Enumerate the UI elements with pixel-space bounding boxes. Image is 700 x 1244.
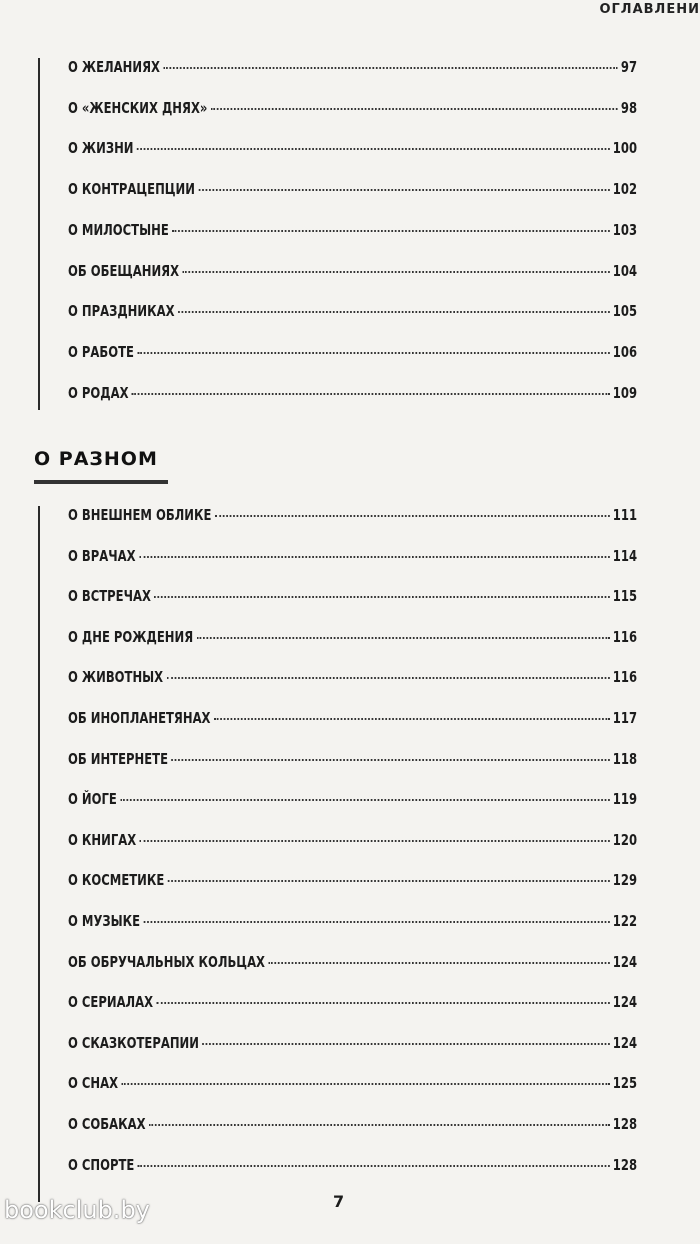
toc-entry[interactable] <box>68 343 637 361</box>
toc-entry[interactable] <box>68 384 637 402</box>
toc-entry-page: 116 <box>612 668 638 687</box>
toc-entry-label: О МИЛОСТЫНЕ <box>68 220 169 239</box>
toc-leader-dots <box>137 352 609 354</box>
toc-entry-label: О ВСТРЕЧАХ <box>68 587 151 606</box>
toc-entry[interactable] <box>68 709 637 727</box>
toc-entry-page: 125 <box>612 1074 638 1093</box>
toc-leader-dots <box>214 718 609 720</box>
section-underline <box>34 480 168 484</box>
toc-entry[interactable] <box>68 831 637 849</box>
toc-entry[interactable] <box>68 221 637 239</box>
toc-entry[interactable] <box>68 180 637 198</box>
toc-entry-page: 115 <box>612 587 638 606</box>
toc-entry-label: О ВРАЧАХ <box>68 546 136 565</box>
toc-entry-page: 114 <box>612 546 638 565</box>
section-title: О РАЗНОМ <box>34 448 158 470</box>
toc-group-1 <box>38 58 640 410</box>
toc-leader-dots <box>139 556 609 558</box>
toc-entry-label: О РАБОТЕ <box>68 342 134 361</box>
toc-entry-page: 128 <box>612 1155 638 1174</box>
toc-entry[interactable] <box>68 628 637 646</box>
toc-entry-label: О ПРАЗДНИКАХ <box>68 302 175 321</box>
toc-entry-label: О МУЗЫКЕ <box>68 912 141 930</box>
toc-entry-label: О ДНЕ РОЖДЕНИЯ <box>68 627 194 646</box>
running-header: ОГЛАВЛЕНИ <box>599 2 700 17</box>
toc-entry-page: 98 <box>620 98 638 117</box>
toc-leader-dots <box>120 799 609 801</box>
toc-entry-label: О РОДАХ <box>68 383 129 402</box>
toc-entry-label: ОБ ОБРУЧАЛЬНЫХ КОЛЬЦАХ <box>68 952 266 971</box>
toc-leader-dots <box>215 515 609 517</box>
toc-entry-label: О ЖИЗНИ <box>68 139 134 158</box>
toc-leader-dots <box>132 393 609 395</box>
toc-entry-page: 109 <box>612 383 638 402</box>
toc-entry-page: 120 <box>612 830 638 849</box>
toc-entry[interactable] <box>68 993 637 1011</box>
toc-leader-dots <box>211 108 618 110</box>
toc-entry-page: 124 <box>612 952 638 971</box>
toc-entry-label: О СПОРТЕ <box>68 1155 135 1174</box>
toc-entry[interactable] <box>68 953 637 971</box>
toc-entry-page: 97 <box>620 58 638 76</box>
toc-entry-page: 124 <box>612 993 638 1012</box>
toc-entry-label: О ЖИВОТНЫХ <box>68 668 164 687</box>
toc-entry[interactable] <box>68 302 637 320</box>
toc-leader-dots <box>183 271 610 273</box>
toc-entry-label: О СНАХ <box>68 1074 119 1093</box>
watermark: bookclub.by <box>4 1196 150 1224</box>
toc-leader-dots <box>138 1165 610 1167</box>
toc-leader-dots <box>144 921 610 923</box>
toc-entry[interactable] <box>68 58 637 76</box>
toc-leader-dots <box>137 148 609 150</box>
toc-entry-label: О СКАЗКОТЕРАПИИ <box>68 1033 199 1052</box>
toc-leader-dots <box>122 1083 610 1085</box>
toc-entry-page: 118 <box>612 749 638 768</box>
toc-entry-page: 122 <box>612 912 638 930</box>
toc-entry-label: О КОНТРАЦЕПЦИИ <box>68 180 195 199</box>
page-number: 7 <box>333 1192 345 1211</box>
toc-entry[interactable] <box>68 871 637 889</box>
toc-leader-dots <box>268 962 609 964</box>
toc-leader-dots <box>167 677 610 679</box>
toc-leader-dots <box>163 67 617 69</box>
toc-entry[interactable] <box>68 1034 637 1052</box>
toc-leader-dots <box>172 230 609 232</box>
toc-entry-page: 111 <box>612 506 638 524</box>
toc-leader-dots <box>154 596 609 598</box>
toc-entry-label: ОБ ИНОПЛАНЕТЯНАХ <box>68 709 211 727</box>
toc-entry-page: 106 <box>612 342 638 361</box>
toc-leader-dots <box>198 189 609 191</box>
toc-leader-dots <box>202 1043 609 1045</box>
toc-entry[interactable] <box>68 1074 637 1092</box>
toc-entry[interactable] <box>68 587 637 605</box>
toc-entry[interactable] <box>68 547 637 565</box>
toc-entry[interactable] <box>68 1156 637 1174</box>
toc-entry-page: 128 <box>612 1115 638 1133</box>
toc-entry[interactable] <box>68 912 637 930</box>
toc-entry[interactable] <box>68 790 637 808</box>
toc-entry-label: О КНИГАХ <box>68 830 137 849</box>
toc-entry-page: 100 <box>612 139 638 158</box>
toc-entry-page: 124 <box>612 1033 638 1052</box>
toc-entry-label: О ЖЕЛАНИЯХ <box>68 58 160 76</box>
toc-entry-page: 116 <box>612 627 638 646</box>
toc-entry-page: 117 <box>612 709 638 727</box>
toc-leader-dots <box>157 1002 610 1004</box>
toc-entry-page: 105 <box>612 302 638 321</box>
toc-leader-dots <box>171 759 609 761</box>
toc-entry[interactable] <box>68 99 637 117</box>
toc-entry[interactable] <box>68 750 637 768</box>
toc-entry-page: 129 <box>612 871 638 890</box>
toc-group-2 <box>38 506 640 1202</box>
toc-entry-label: ОБ ИНТЕРНЕТЕ <box>68 749 169 768</box>
toc-entry-page: 103 <box>612 220 638 239</box>
toc-entry-label: О ВНЕШНЕМ ОБЛИКЕ <box>68 506 212 524</box>
toc-entry-page: 102 <box>612 180 638 199</box>
toc-entry-label: ОБ ОБЕЩАНИЯХ <box>68 261 180 280</box>
toc-entry[interactable] <box>68 1115 637 1133</box>
toc-entry-label: О ЙОГЕ <box>68 790 117 809</box>
toc-leader-dots <box>197 637 610 639</box>
toc-entry-page: 119 <box>612 790 638 809</box>
toc-entry-label: О СЕРИАЛАХ <box>68 993 154 1012</box>
toc-entry[interactable] <box>68 139 637 157</box>
toc-entry-label: О КОСМЕТИКЕ <box>68 871 165 890</box>
toc-entry[interactable] <box>68 668 637 686</box>
toc-leader-dots <box>140 840 610 842</box>
toc-entry[interactable] <box>68 262 637 280</box>
toc-leader-dots <box>168 880 610 882</box>
toc-entry-label: О СОБАКАХ <box>68 1115 146 1133</box>
toc-leader-dots <box>178 311 609 313</box>
toc-leader-dots <box>149 1124 609 1126</box>
toc-entry-page: 104 <box>612 261 638 280</box>
toc-entry-label: О «ЖЕНСКИХ ДНЯХ» <box>68 98 208 117</box>
toc-entry[interactable] <box>68 506 637 524</box>
